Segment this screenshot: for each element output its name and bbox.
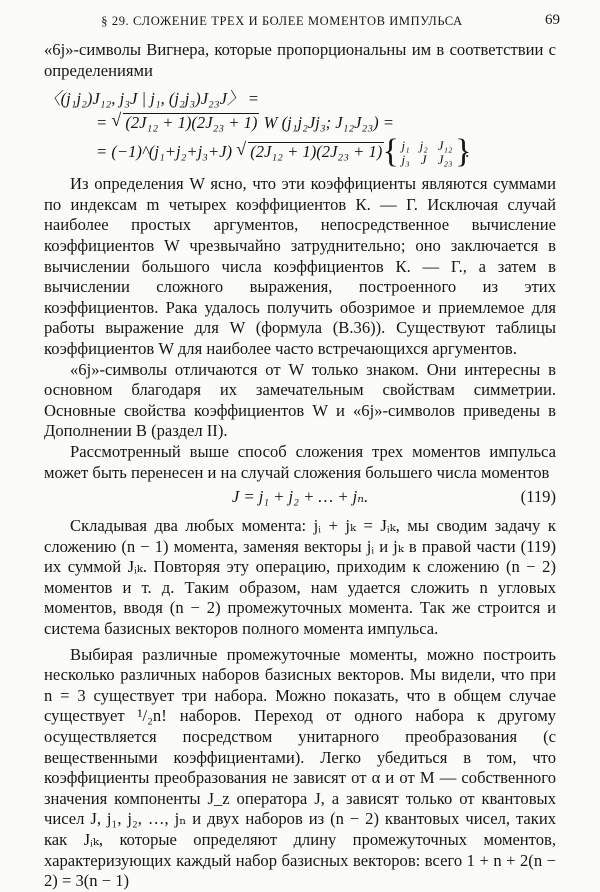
eq2-prefix: = xyxy=(96,113,112,133)
paragraph-3: «6j»-символы отличаются от W только знаком. Они интересны в основном благодаря их замечательным свойствам симметрии. Основные свойства коэффициентов W и «6j»-символов приведены в Дополнении В (раздел II). xyxy=(44,359,556,441)
eq2-suffix: W (j₁j₂Jj₃; J₁₂J₂₃) = xyxy=(259,113,394,133)
paragraph-2: Из определения W ясно, что эти коэффициенты являются суммами по индексам m четырех коэффициентов К. — Г. Исключая случай наиболее простых аргументов, непосредственное вычисление коэффициентов W чрезвычайно затруднительно; оно заключается в вычислении большого числа коэффициентов К. — Г., а затем в вычислении сложного выражения, построенного из этих коэффициентов. Рака удалось получить обозримое и приемлемое для работы выражение для W (формула (В.36)). Существуют таблицы коэффициентов W для наиболее часто встречающихся аргументов. xyxy=(44,174,556,358)
equation-line-2 xyxy=(44,111,556,135)
eq3-prefix: = (−1)^(j₁+j₂+j₃+J) xyxy=(96,142,237,162)
body-text xyxy=(44,40,556,892)
equation-line-1: 〈(j₁j₂)J₁₂, j₃J | j₁, (j₂j₃)J₂₃J〉 = xyxy=(44,89,259,109)
page-header xyxy=(44,14,560,34)
eq3-sqrt: √ (2J₁₂ + 1)(2J₂₃ + 1) xyxy=(248,142,384,161)
paragraph-1: «6j»-символы Вигнера, которые пропорциональны им в соответствии с определениями xyxy=(44,40,556,80)
sixj-cell: J xyxy=(420,152,427,168)
paragraph-5: Складывая два любых момента: jᵢ + jₖ = Jᵢₖ, мы сводим задачу к сложению (n − 1) момента, заменяя векторы jᵢ и jₖ в правой части (119) их суммой Jᵢₖ. Повторяя эту операцию, приходим к сложению (n − 2) моментов и т. д. Таким образом, нам удается сложить n угловых моментов, вводя (n − 2) промежуточных момента. Так же строится и система базисных векторов полного момента импульса. xyxy=(44,516,556,639)
equation-number: (119) xyxy=(520,487,556,507)
sixj-cell: j₃ xyxy=(401,152,410,168)
paragraph-4: Рассмотренный выше способ сложения трех моментов импульса может быть перенесен и на случай сложения большего числа моментов xyxy=(44,441,556,482)
paragraph-6: Выбирая различные промежуточные моменты, можно построить несколько различных наборов базисных векторов. Мы видели, что при n = 3 существует три набора. Можно показать, что в общем случае существует ¹/₂n! наборов. Переход от одного набора к другому осуществляется посредством унитарного преобразования (с вещественными коэффициентами). Легко убедиться в том, что коэффициенты преобразования не зависят от α и от M — собственного значения компоненты J_z оператора J, а зависят только от квантовых чисел J, j₁, j₂, …, jₙ и двух наборов из (n − 2) квантовых чисел, таких как Jᵢₖ, которые определяют длину промежуточных моментов, характеризующих каждый набор базисных векторов: всего 1 + n + 2(n − 2) = 3(n − 1) xyxy=(44,644,556,891)
equation-119 xyxy=(44,483,556,511)
sixj-cell: j₂ xyxy=(419,138,428,154)
equation-line-3 xyxy=(44,135,556,169)
equation-119-body: J = j₁ + j₂ + … + jₙ. xyxy=(231,487,369,507)
eq2-sqrt: √ (2J₁₂ + 1)(2J₂₃ + 1) xyxy=(123,113,259,132)
sixj-cell: J₂₃ xyxy=(437,152,453,168)
sixj-cell: J₁₂ xyxy=(437,138,453,154)
eq3-suffix: . xyxy=(465,142,470,162)
sixj-cell: { j₁ xyxy=(401,138,410,154)
six-j-symbol xyxy=(388,139,465,167)
page-number: 69 xyxy=(545,12,560,28)
running-head: § 29. СЛОЖЕНИЕ ТРЕХ И БОЛЕЕ МОМЕНТОВ ИМПУЛЬСА xyxy=(101,14,463,28)
